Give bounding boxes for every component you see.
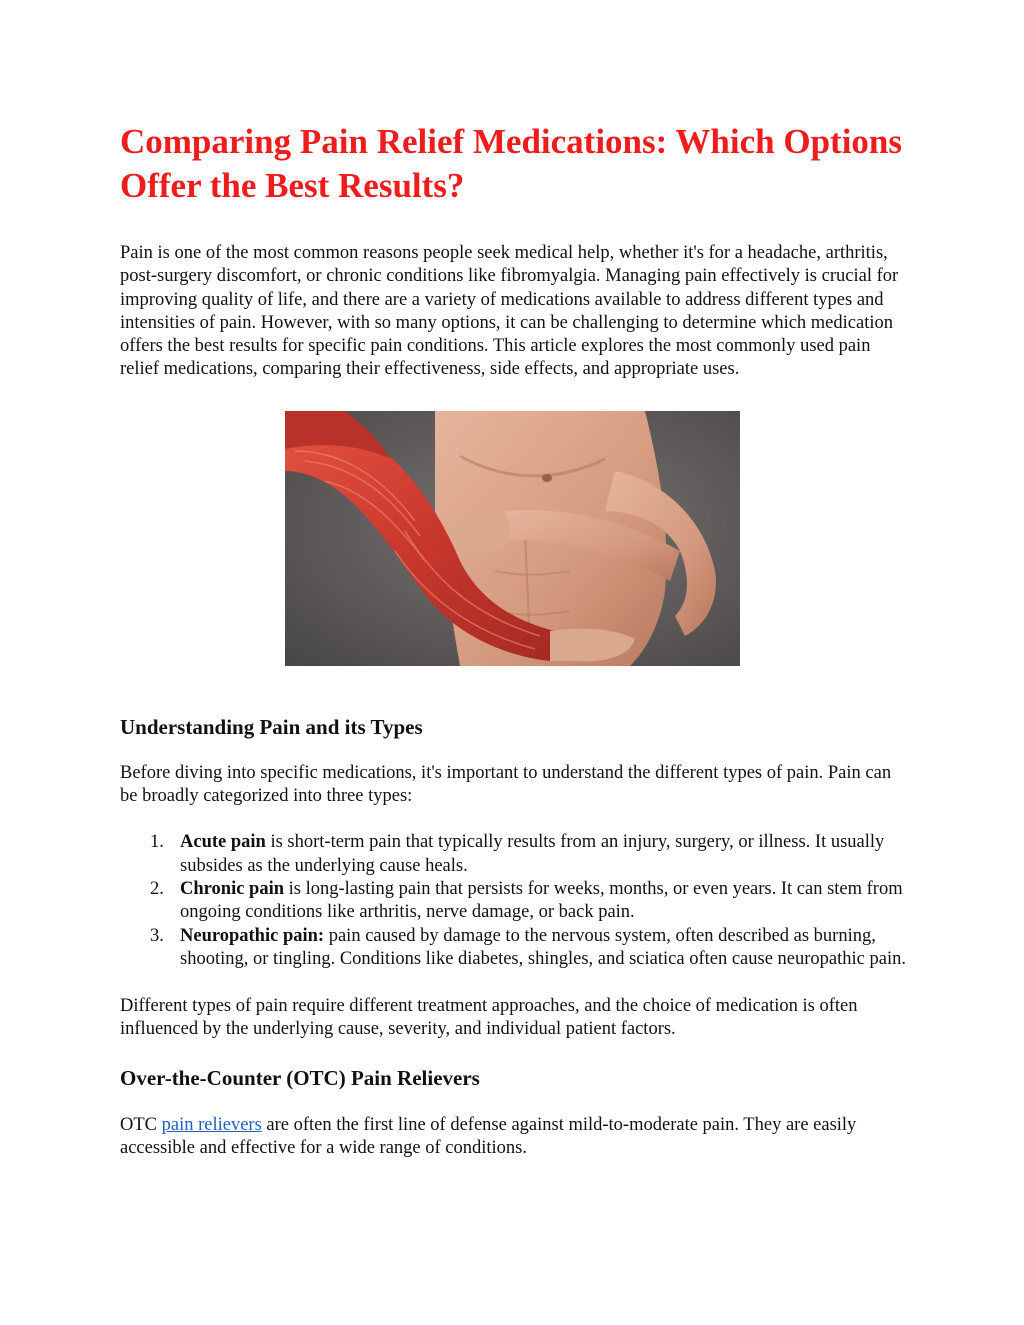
list-item-text: pain caused by damage to the nervous system, often described as burning, shooting, or tingling. Conditions like diabetes, shingles, and sciatica often cause neuropathic pain.: [180, 925, 906, 969]
list-item-number: 1.: [150, 832, 164, 853]
list-item-number: 2.: [150, 878, 164, 899]
list-item: [120, 878, 910, 925]
list-item-text: is long-lasting pain that persists for weeks, months, or even years. It can stem from ongoing conditions like arthritis, nerve damage, or back pain.: [180, 878, 903, 923]
muscle-anatomy-image: [285, 411, 740, 666]
list-item: [120, 925, 910, 972]
otc-text-after-link: are often the first line of defense against mild-to-moderate pain. They are easily accessible and effective for a wide range of conditions.: [120, 1114, 857, 1159]
section-heading-pain-types: Understanding Pain and its Types: [120, 714, 423, 739]
intro-paragraph: Pain is one of the most common reasons people seek medical help, whether it's for a headache, arthritis, post-surgery discomfort, or chronic conditions like fibromyalgia. Managing pain effectively is crucial for improving quality of life, and there are a variety of medications available to address different types and intensities of pain. However, with so many options, it can be challenging to determine which medication offers the best results for specific pain conditions. This article explores the most commonly used pain relief medications, comparing their effectiveness, side effects, and appropriate uses.: [120, 243, 899, 380]
list-item-number: 3.: [150, 925, 164, 946]
list-item-term: Acute pain: [180, 832, 266, 853]
list-item-term: Chronic pain: [180, 878, 285, 899]
pain-types-closing-paragraph: Different types of pain require different treatment approaches, and the choice of medication is often influenced by the underlying cause, severity, and individual patient factors.: [120, 996, 858, 1040]
document-page: [120, 120, 910, 1160]
article-title: Comparing Pain Relief Medications: Which Options Offer the Best Results?: [120, 122, 903, 205]
list-item-term: Neuropathic pain:: [180, 925, 325, 946]
list-item: [120, 831, 910, 878]
pain-types-lead-paragraph: Before diving into specific medications, it's important to understand the different types of pain. Pain can be broadly categorized into three types:: [120, 762, 892, 807]
section-heading-otc: Over-the-Counter (OTC) Pain Relievers: [120, 1065, 480, 1090]
list-item-text: is short-term pain that typically results from an injury, surgery, or illness. It usually subsides as the underlying cause heals.: [180, 832, 885, 876]
pain-relievers-link[interactable]: pain relievers: [161, 1114, 262, 1135]
pain-types-list: [120, 831, 910, 971]
otc-text-before-link: OTC: [120, 1114, 162, 1135]
figure-container: [120, 411, 910, 666]
otc-paragraph: [120, 1114, 910, 1161]
